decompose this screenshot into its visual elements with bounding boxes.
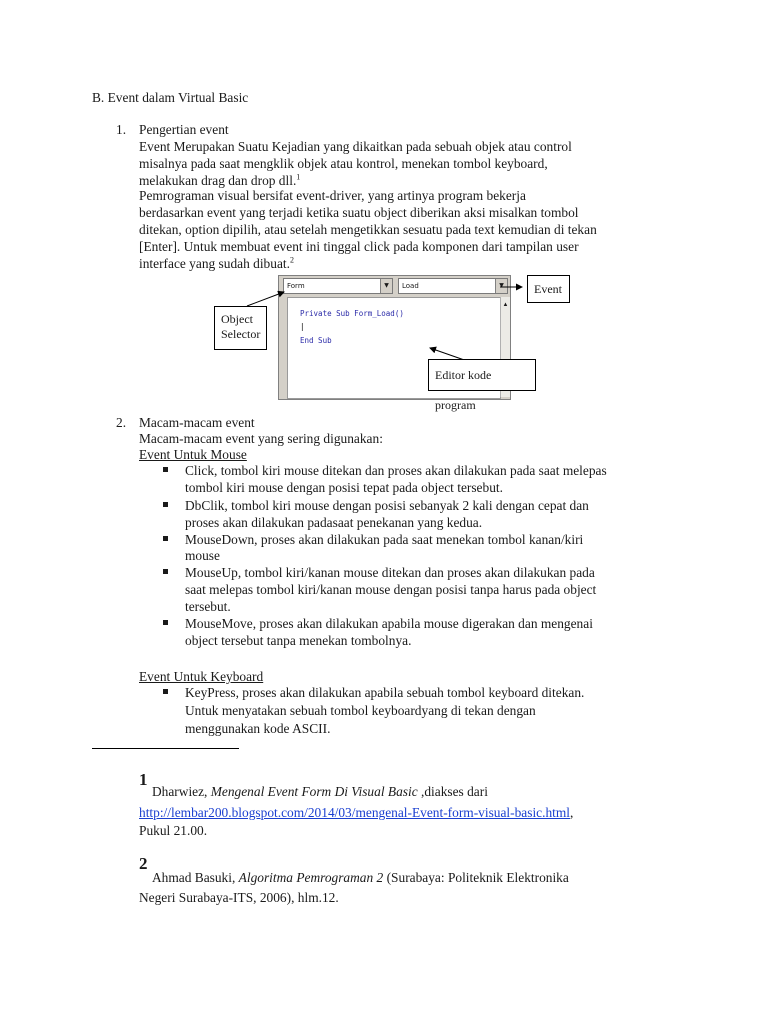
item-heading-macam: Macam-macam event <box>139 415 255 430</box>
bullet-icon <box>163 689 168 694</box>
bullet-line: tombol kiri mouse dengan posisi tepat pada object tersebut. <box>185 480 503 495</box>
item-number-1: 1. <box>116 122 127 137</box>
bullet-icon <box>163 467 168 472</box>
para-line: [Enter]. Untuk membuat event ini tinggal click pada komponen dari tampilan user <box>139 239 579 254</box>
callout-object-selector <box>214 306 267 350</box>
bullet-line: tersebut. <box>185 599 231 614</box>
bullet-line: Click, tombol kiri mouse ditekan dan proses akan dilakukan pada saat melepas <box>185 463 607 478</box>
para-line: misalnya pada saat mengklik objek atau kontrol, menekan tombol keyboard, <box>139 156 548 171</box>
footnote-2-line2: Negeri Surabaya-ITS, 2006), hlm.12. <box>139 890 339 905</box>
footnote-number: 2 <box>139 854 148 873</box>
callout-text: Selector <box>221 327 261 341</box>
footnote-author: Ahmad Basuki, <box>152 870 239 885</box>
footnote-1-line <box>152 783 488 800</box>
event-combo-value: Load <box>402 282 419 290</box>
para-text: interface yang sudah dibuat. <box>139 256 290 271</box>
footnote-text: , <box>570 805 574 820</box>
keyboard-events-heading: Event Untuk Keyboard <box>139 669 264 684</box>
bullet-line: MouseDown, proses akan dilakukan pada saat menekan tombol kanan/kiri <box>185 532 584 547</box>
para-line: Event Merupakan Suatu Kejadian yang dikaitkan pada sebuah objek atau control <box>139 139 572 154</box>
code-cursor: | <box>300 322 305 331</box>
bullet-line: MouseUp, tombol kiri/kanan mouse ditekan dan proses akan dilakukan pada <box>185 565 595 580</box>
section-title: B. Event dalam Virtual Basic <box>92 90 249 105</box>
footnote-title: Mengenal Event Form Di Visual Basic <box>210 784 418 799</box>
bullet-line: MouseMove, proses akan dilakukan apabila mouse digerakan dan mengenai <box>185 616 593 631</box>
scrollbar: ▲ <box>500 297 510 397</box>
footnote-ref-2[interactable]: 2 <box>289 255 294 265</box>
callout-text: Object <box>221 312 253 326</box>
footnote-url-link[interactable]: http://lembar200.blogspot.com/2014/03/mengenal-Event-form-visual-basic.html <box>139 805 571 820</box>
event-selector-combo <box>398 278 508 294</box>
item-heading-pengertian: Pengertian event <box>139 122 229 137</box>
footnote-author: Dharwiez, <box>152 784 211 799</box>
bullet-line: Untuk menyatakan sebuah tombol keyboardyang di tekan dengan <box>185 703 536 718</box>
item-number-2: 2. <box>116 415 127 430</box>
para-line: berdasarkan event yang terjadi ketika suatu object diberikan aksi misalkan tombol <box>139 205 579 220</box>
bullet-line: mouse <box>185 548 220 563</box>
footnote-1-time: Pukul 21.00. <box>139 823 208 838</box>
footnote-1-url-line <box>139 804 573 821</box>
footnote-text: ,diakses dari <box>417 784 488 799</box>
mouse-events-heading: Event Untuk Mouse <box>139 447 247 462</box>
code-line: Private Sub Form_Load() <box>300 309 404 318</box>
bullet-line: DbClik, tombol kiri mouse dengan posisi sebanyak 2 kali dengan cepat dan <box>185 498 589 513</box>
callout-event: Event <box>527 275 570 303</box>
footnote-ref-1[interactable]: 1 <box>296 172 301 182</box>
footnote-2-line <box>152 869 569 886</box>
footnote-separator <box>92 748 239 749</box>
bullet-icon <box>163 620 168 625</box>
para-line: Pemrograman visual bersifat event-driver, yang artinya program bekerja <box>139 188 526 203</box>
chevron-down-icon: ▼ <box>380 279 392 293</box>
bullet-line: proses akan dilakukan padasaat penekanan yang kedua. <box>185 515 483 530</box>
bullet-line: KeyPress, proses akan dilakukan apabila sebuah tombol keyboard ditekan. <box>185 685 585 700</box>
bullet-line: object tersebut tanpa menekan tombolnya. <box>185 633 412 648</box>
bullet-icon <box>163 569 168 574</box>
para-text: melakukan drag dan drop dll. <box>139 173 297 188</box>
footnote-text: (Surabaya: Politeknik Elektronika <box>383 870 569 885</box>
item-intro: Macam-macam event yang sering digunakan: <box>139 431 383 446</box>
para-line <box>139 255 294 272</box>
bullet-icon <box>163 502 168 507</box>
bullet-icon <box>163 536 168 541</box>
object-selector-combo <box>283 278 393 294</box>
chevron-down-icon: ▼ <box>495 279 507 293</box>
footnote-number: 1 <box>139 770 148 789</box>
callout-editor: Editor kode program <box>428 359 536 391</box>
bullet-line: menggunakan kode ASCII. <box>185 721 331 736</box>
object-combo-value: Form <box>287 282 305 290</box>
footnote-title: Algoritma Pemrograman 2 <box>238 870 384 885</box>
bullet-line: saat melepas tombol kiri/kanan mouse dengan posisi tanpa harus pada object <box>185 582 597 597</box>
para-line: ditekan, option dipilih, atau setelah mengetikkan sesuatu pada text kemudian di tekan <box>139 222 597 237</box>
code-line: End Sub <box>300 336 332 345</box>
